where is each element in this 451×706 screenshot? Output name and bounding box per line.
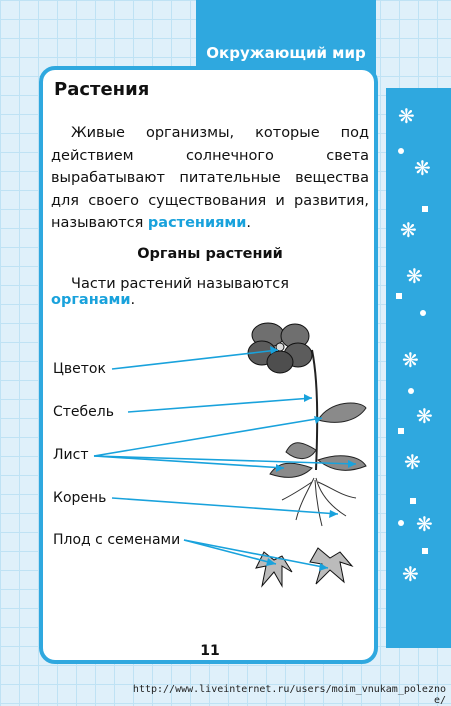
- label-root: Корень: [53, 490, 107, 506]
- page-number: 11: [200, 643, 220, 659]
- roots-illustration: [282, 478, 356, 526]
- organs-text: Части растений называются: [71, 276, 289, 292]
- label-leaf: Лист: [53, 447, 89, 463]
- section-subtitle: Органы растений: [137, 246, 283, 262]
- snowflake-icon: ❋: [398, 104, 415, 128]
- snowflake-icon: ❋: [416, 404, 433, 428]
- snowflake-icon: ❋: [404, 450, 421, 474]
- label-fruit: Плод с семенами: [53, 532, 181, 548]
- snowflake-icon: ❋: [400, 218, 417, 242]
- flower-illustration: [248, 323, 312, 373]
- snowflake-icon: ❋: [406, 264, 423, 288]
- organs-end: .: [130, 292, 136, 308]
- intro-term: растениями: [147, 215, 247, 231]
- label-stem: Стебель: [53, 404, 114, 420]
- section-label: Окружающий мир: [206, 44, 366, 62]
- organs-term: органами: [51, 292, 131, 308]
- label-flower: Цветок: [53, 361, 106, 377]
- fruit-illustration: [256, 548, 352, 586]
- source-url: http://www.liveinternet.ru/users/moim_vnukam_polezno e/: [132, 684, 446, 706]
- snowflake-icon: ❋: [416, 512, 433, 536]
- page-title: Растения: [54, 79, 150, 100]
- snowflake-icon: ❋: [402, 562, 419, 586]
- intro-end: .: [246, 215, 252, 231]
- snowflake-icon: ❋: [414, 156, 431, 180]
- intro-text: Живые организмы, которые под действием солнечного света вырабатывают питательные вещества для своего существования и развития, называются: [51, 125, 369, 231]
- snowflake-icon: ❋: [402, 348, 419, 372]
